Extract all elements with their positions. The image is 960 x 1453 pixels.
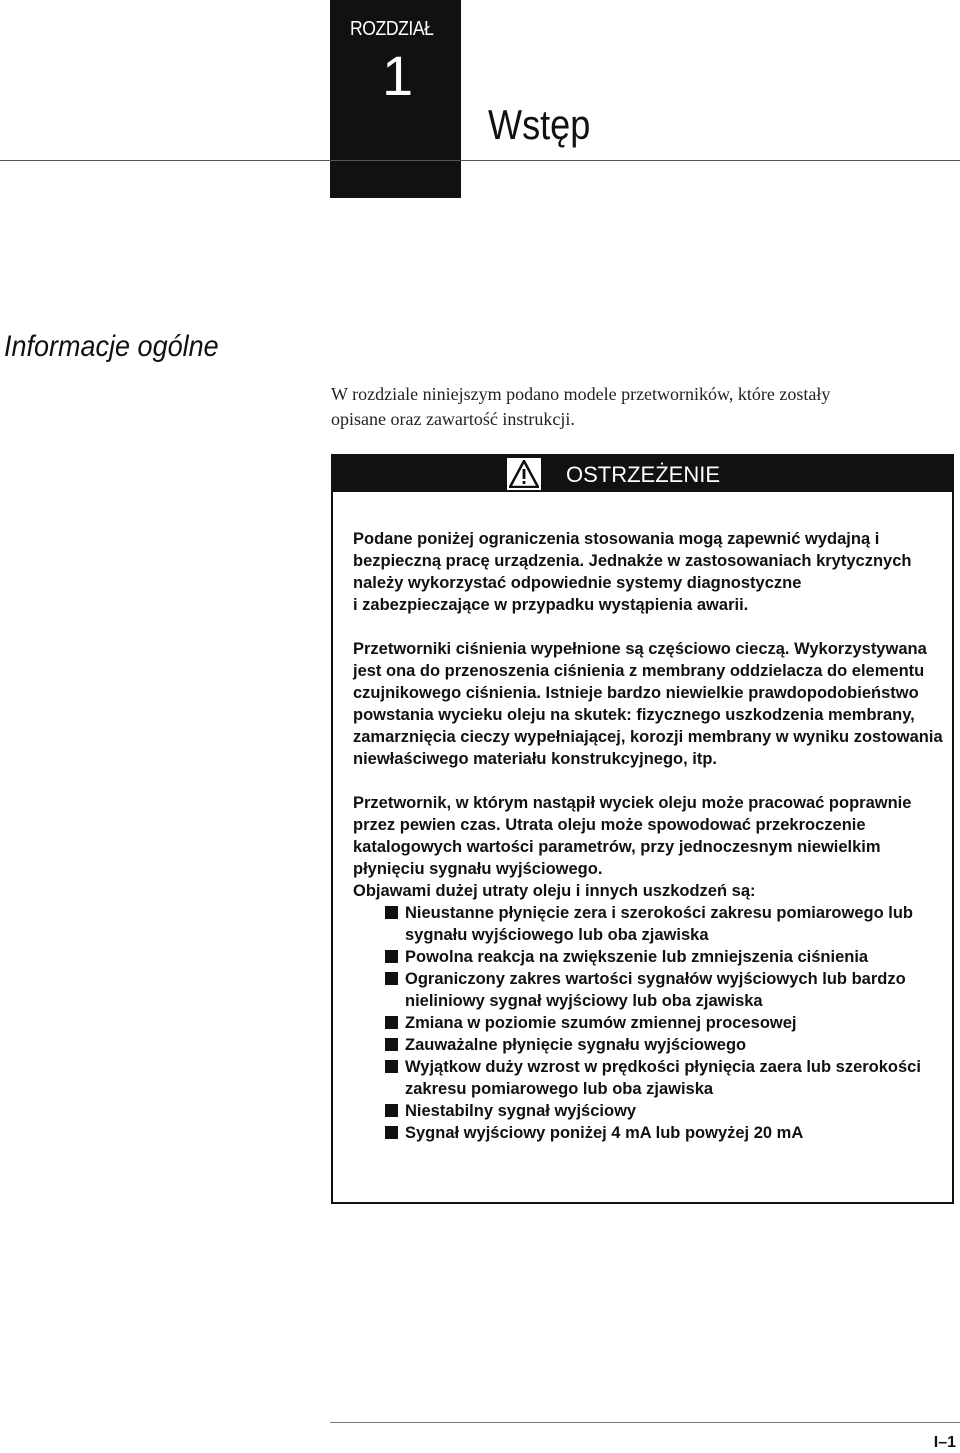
warning-box (331, 454, 954, 1204)
list-item: Zmiana w poziomie szumów zmiennej procesowej (385, 1012, 949, 1034)
section-heading: Informacje ogólne (4, 330, 219, 363)
warning-triangle-icon (507, 458, 541, 490)
chapter-number: 1 (382, 44, 414, 107)
warning-title: OSTRZEŻENIE (566, 462, 721, 487)
chapter-block (330, 0, 461, 198)
chapter-label: ROZDZIAŁ (350, 18, 434, 40)
page-title: Wstęp (488, 101, 591, 148)
page-number: I–1 (933, 1434, 956, 1451)
list-item: Ograniczony zakres wartości sygnałów wyjściowych lub bardzo nieliniowy sygnał wyjściowy lub oba zjawiska (385, 968, 949, 1012)
list-item: Nieustanne płynięcie zera i szerokości zakresu pomiarowego lub sygnału wyjściowego lub oba zjawiska (385, 902, 949, 946)
warning-body (353, 528, 949, 1144)
warning-header (333, 456, 952, 492)
intro-text (331, 382, 931, 432)
list-item: Wyjątkow duży wzrost w prędkości płynięcia zaera lub szerokości zakresu pomiarowego lub oba zjawiska (385, 1056, 949, 1100)
list-item: Niestabilny sygnał wyjściowy (385, 1100, 949, 1122)
warning-paragraph: Przetworniki ciśnienia wypełnione są częściowo cieczą. Wykorzystywana jest ona do przenoszenia ciśnienia z membrany oddzielacza do elementu czujnikowego ciśnienia. Istnieje bardzo niewielkie prawdopodobieństwo powstania wycieku oleju na skutek: fizycznego uszkodzenia membrany, zamarznięcia cieczy wypełniającej, korozji membrany w wyniku zostowania niewłaściwego materiału konstrukcyjnego, itp. (353, 640, 943, 768)
warning-paragraph: Podane poniżej ograniczenia stosowania mogą zapewnić wydajną i bezpieczną pracę urządzenia. Jednakże w zastosowaniach krytycznych należy wykorzystać odpowiednie systemy diagnostyczne (353, 530, 912, 592)
list-item: Sygnał wyjściowy poniżej 4 mA lub powyżej 20 mA (385, 1122, 949, 1144)
warning-paragraph: Przetwornik, w którym nastąpił wyciek oleju może pracować poprawnie przez pewien czas. Utrata oleju może spowodować przekroczenie katalogowych wartości parametrów, przy jednoczesnym niewielkim płynięciu sygnału wyjściowego. (353, 794, 912, 878)
footer-divider (330, 1422, 960, 1423)
warning-paragraph: Objawami dużej utraty oleju i innych uszkodzeń są: (353, 882, 756, 900)
list-item: Powolna reakcja na zwiększenie lub zmniejszenia ciśnienia (385, 946, 949, 968)
intro-line: W rozdziale niniejszym podano modele przetworników, które zostały (331, 384, 831, 404)
list-item: Zauważalne płynięcie sygnału wyjściowego (385, 1034, 949, 1056)
symptom-list (353, 902, 949, 1144)
warning-paragraph: i zabezpieczające w przypadku wystąpienia awarii. (353, 596, 749, 614)
header-divider (0, 160, 960, 161)
intro-line: opisane oraz zawartość instrukcji. (331, 409, 575, 429)
